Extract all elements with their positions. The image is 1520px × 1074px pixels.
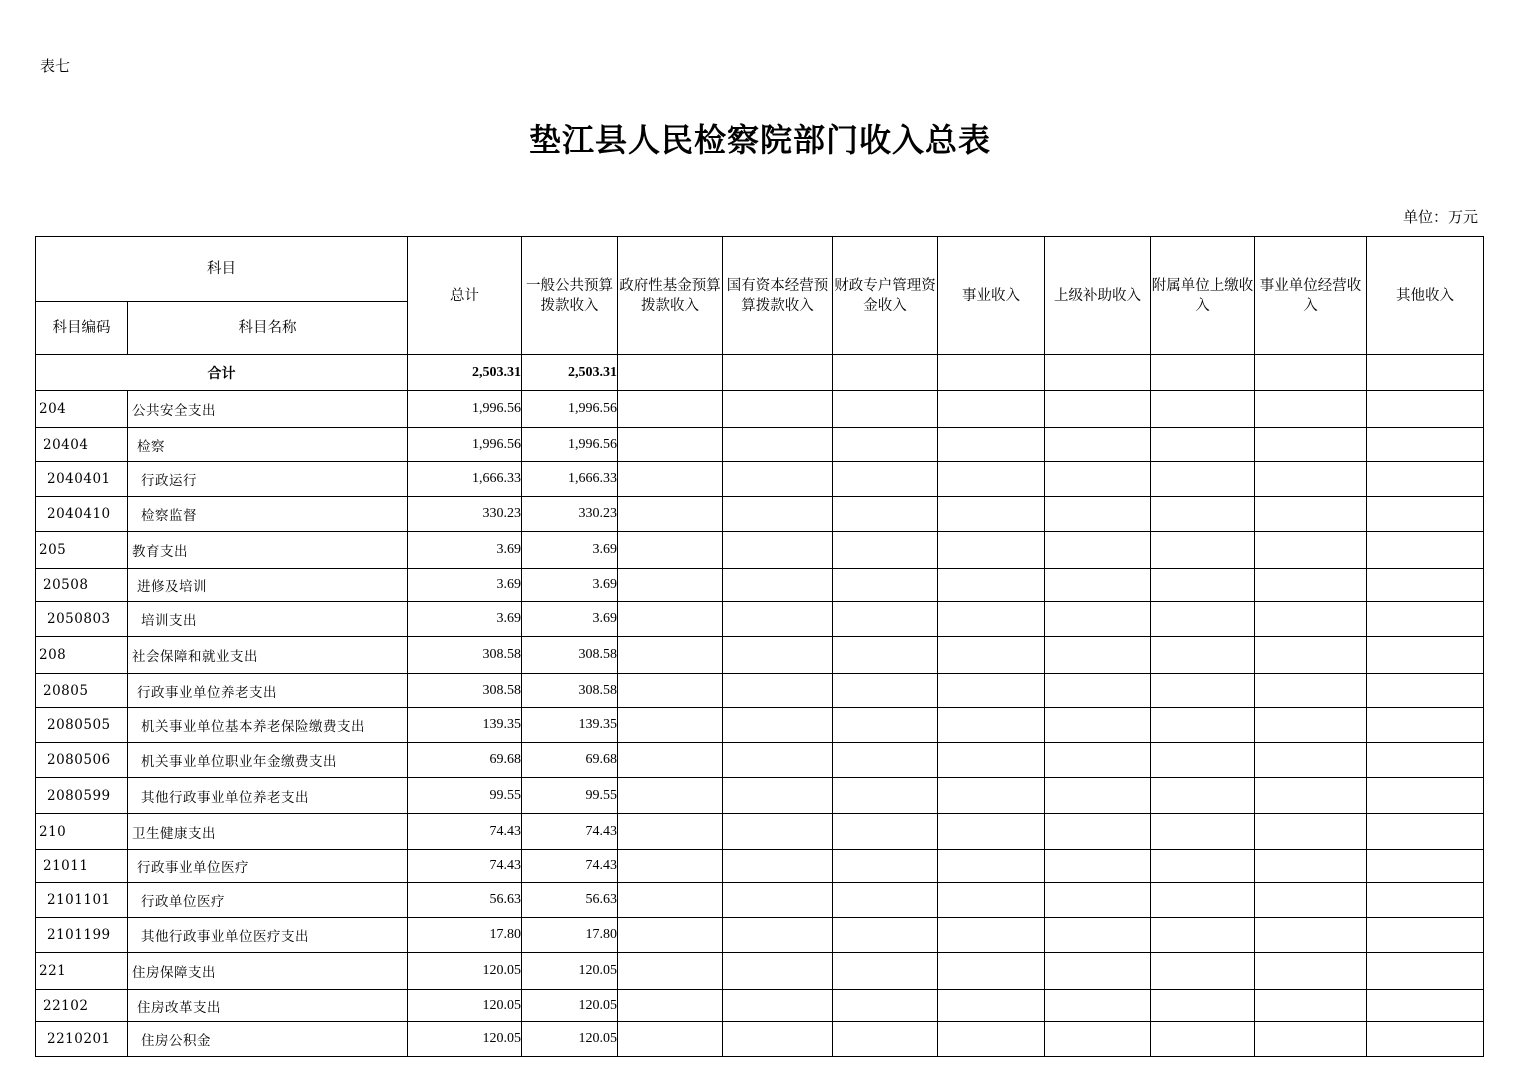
empty-cell — [938, 428, 1045, 462]
empty-cell — [1255, 569, 1367, 602]
subject-code-header: 科目编码 — [36, 302, 128, 355]
empty-cell — [1367, 708, 1484, 743]
empty-cell — [1367, 428, 1484, 462]
column-header: 国有资本经营预算拨款收入 — [723, 237, 833, 355]
empty-cell — [723, 883, 833, 918]
empty-cell — [1367, 1022, 1484, 1057]
empty-cell — [1367, 778, 1484, 814]
subject-name-cell: 行政单位医疗 — [128, 883, 408, 918]
empty-cell — [1255, 778, 1367, 814]
total-amount: 308.58 — [408, 674, 522, 708]
empty-cell — [618, 497, 723, 532]
empty-cell — [1151, 674, 1255, 708]
column-header: 政府性基金预算拨款收入 — [618, 237, 723, 355]
table-row — [36, 990, 1484, 1022]
empty-cell — [938, 953, 1045, 990]
empty-cell — [833, 428, 938, 462]
total-amount: 74.43 — [408, 850, 522, 883]
empty-cell — [1045, 953, 1151, 990]
empty-cell — [938, 569, 1045, 602]
empty-cell — [723, 1022, 833, 1057]
table-row — [36, 428, 1484, 462]
empty-cell — [833, 990, 938, 1022]
empty-cell — [833, 883, 938, 918]
empty-cell — [833, 953, 938, 990]
total-amount: 120.05 — [408, 953, 522, 990]
empty-cell — [1045, 602, 1151, 637]
total-amount: 120.05 — [408, 990, 522, 1022]
subject-code-cell: 2040410 — [36, 497, 128, 532]
empty-cell — [1255, 708, 1367, 743]
empty-cell — [1255, 883, 1367, 918]
subject-code-cell: 208 — [36, 637, 128, 674]
empty-cell — [1367, 497, 1484, 532]
total-amount: 74.43 — [408, 814, 522, 850]
empty-cell — [1367, 391, 1484, 428]
empty-cell — [833, 708, 938, 743]
empty-cell — [833, 532, 938, 569]
empty-cell — [1255, 918, 1367, 953]
general-budget-amount: 308.58 — [522, 637, 618, 674]
empty-cell — [938, 1022, 1045, 1057]
empty-cell — [618, 883, 723, 918]
empty-cell — [1045, 990, 1151, 1022]
empty-cell — [1367, 850, 1484, 883]
empty-cell — [1151, 990, 1255, 1022]
empty-cell — [618, 569, 723, 602]
total-amount: 3.69 — [408, 602, 522, 637]
subject-name-cell: 其他行政事业单位医疗支出 — [128, 918, 408, 953]
subject-name-cell: 住房保障支出 — [128, 953, 408, 990]
total-amount: 2,503.31 — [408, 355, 522, 391]
page-title: 垫江县人民检察院部门收入总表 — [528, 121, 991, 159]
empty-cell — [1367, 674, 1484, 708]
empty-cell — [1045, 428, 1151, 462]
empty-cell — [938, 391, 1045, 428]
empty-cell — [1255, 637, 1367, 674]
empty-cell — [1151, 850, 1255, 883]
unit-label: 单位：万元 — [1402, 208, 1478, 226]
subject-name-cell: 教育支出 — [128, 532, 408, 569]
empty-cell — [1367, 532, 1484, 569]
empty-cell — [1151, 602, 1255, 637]
empty-cell — [618, 532, 723, 569]
table-row — [36, 1022, 1484, 1057]
empty-cell — [1151, 814, 1255, 850]
empty-cell — [723, 743, 833, 778]
empty-cell — [723, 602, 833, 637]
table-row — [36, 497, 1484, 532]
empty-cell — [938, 743, 1045, 778]
general-budget-amount: 69.68 — [522, 743, 618, 778]
empty-cell — [1045, 918, 1151, 953]
subject-header: 科目 — [36, 237, 408, 302]
empty-cell — [723, 814, 833, 850]
total-amount: 1,996.56 — [408, 391, 522, 428]
subject-code-cell: 221 — [36, 953, 128, 990]
total-amount: 17.80 — [408, 918, 522, 953]
empty-cell — [618, 953, 723, 990]
subject-name-cell: 其他行政事业单位养老支出 — [128, 778, 408, 814]
total-amount: 3.69 — [408, 569, 522, 602]
empty-cell — [1367, 462, 1484, 497]
empty-cell — [618, 637, 723, 674]
empty-cell — [723, 953, 833, 990]
empty-cell — [1255, 532, 1367, 569]
general-budget-amount: 3.69 — [522, 532, 618, 569]
empty-cell — [833, 1022, 938, 1057]
general-budget-amount: 308.58 — [522, 674, 618, 708]
table-row — [36, 883, 1484, 918]
empty-cell — [618, 990, 723, 1022]
total-amount: 1,996.56 — [408, 428, 522, 462]
table-row — [36, 602, 1484, 637]
empty-cell — [1367, 883, 1484, 918]
empty-cell — [1045, 497, 1151, 532]
column-header: 上级补助收入 — [1045, 237, 1151, 355]
empty-cell — [1045, 674, 1151, 708]
empty-cell — [1255, 497, 1367, 532]
subject-code-cell: 204 — [36, 391, 128, 428]
empty-cell — [1255, 850, 1367, 883]
general-budget-amount: 3.69 — [522, 569, 618, 602]
empty-cell — [618, 428, 723, 462]
empty-cell — [1367, 990, 1484, 1022]
empty-cell — [723, 778, 833, 814]
subject-name-cell: 机关事业单位基本养老保险缴费支出 — [128, 708, 408, 743]
empty-cell — [1255, 391, 1367, 428]
total-amount: 308.58 — [408, 637, 522, 674]
empty-cell — [723, 708, 833, 743]
empty-cell — [618, 708, 723, 743]
empty-cell — [618, 743, 723, 778]
empty-cell — [938, 990, 1045, 1022]
empty-cell — [723, 428, 833, 462]
empty-cell — [1151, 532, 1255, 569]
empty-cell — [1045, 850, 1151, 883]
table-row — [36, 708, 1484, 743]
table-row — [36, 918, 1484, 953]
empty-cell — [938, 850, 1045, 883]
subject-name-cell: 行政事业单位养老支出 — [128, 674, 408, 708]
subject-code-cell: 2080599 — [36, 778, 128, 814]
empty-cell — [833, 674, 938, 708]
empty-cell — [1367, 602, 1484, 637]
empty-cell — [833, 497, 938, 532]
empty-cell — [618, 674, 723, 708]
general-budget-amount: 99.55 — [522, 778, 618, 814]
subject-name-header: 科目名称 — [128, 302, 408, 355]
empty-cell — [833, 462, 938, 497]
subject-code-cell: 20805 — [36, 674, 128, 708]
empty-cell — [1367, 743, 1484, 778]
empty-cell — [938, 532, 1045, 569]
empty-cell — [833, 637, 938, 674]
table-row — [36, 391, 1484, 428]
empty-cell — [723, 850, 833, 883]
empty-cell — [618, 462, 723, 497]
empty-cell — [1367, 637, 1484, 674]
empty-cell — [938, 637, 1045, 674]
empty-cell — [1151, 637, 1255, 674]
table-row — [36, 569, 1484, 602]
empty-cell — [1045, 883, 1151, 918]
empty-cell — [833, 602, 938, 637]
empty-cell — [1045, 1022, 1151, 1057]
empty-cell — [938, 883, 1045, 918]
general-budget-amount: 1,996.56 — [522, 391, 618, 428]
empty-cell — [1045, 814, 1151, 850]
empty-cell — [618, 391, 723, 428]
empty-cell — [618, 814, 723, 850]
empty-cell — [1255, 814, 1367, 850]
empty-cell — [1045, 708, 1151, 743]
empty-cell — [1367, 953, 1484, 990]
total-amount: 3.69 — [408, 532, 522, 569]
empty-cell — [1151, 569, 1255, 602]
empty-cell — [833, 918, 938, 953]
subject-name-cell: 行政事业单位医疗 — [128, 850, 408, 883]
empty-cell — [723, 674, 833, 708]
total-amount: 56.63 — [408, 883, 522, 918]
column-header: 附属单位上缴收入 — [1151, 237, 1255, 355]
empty-cell — [618, 850, 723, 883]
column-header: 事业单位经营收入 — [1255, 237, 1367, 355]
empty-cell — [1151, 462, 1255, 497]
empty-cell — [1367, 814, 1484, 850]
empty-cell — [938, 708, 1045, 743]
empty-cell — [938, 918, 1045, 953]
income-summary-table — [35, 236, 1484, 1057]
empty-cell — [1367, 918, 1484, 953]
total-label: 合计 — [36, 355, 408, 391]
empty-cell — [618, 602, 723, 637]
empty-cell — [618, 778, 723, 814]
empty-cell — [1255, 743, 1367, 778]
subject-code-cell: 2040401 — [36, 462, 128, 497]
total-amount: 139.35 — [408, 708, 522, 743]
empty-cell — [1151, 497, 1255, 532]
empty-cell — [1151, 708, 1255, 743]
subject-name-cell: 机关事业单位职业年金缴费支出 — [128, 743, 408, 778]
subject-code-cell: 20404 — [36, 428, 128, 462]
general-budget-amount: 120.05 — [522, 990, 618, 1022]
empty-cell — [833, 391, 938, 428]
subject-code-cell: 2101199 — [36, 918, 128, 953]
subject-name-cell: 社会保障和就业支出 — [128, 637, 408, 674]
subject-name-cell: 培训支出 — [128, 602, 408, 637]
subject-code-cell: 21011 — [36, 850, 128, 883]
empty-cell — [1151, 883, 1255, 918]
empty-cell — [1255, 428, 1367, 462]
subject-name-cell: 进修及培训 — [128, 569, 408, 602]
subject-code-cell: 2101101 — [36, 883, 128, 918]
empty-cell — [1151, 918, 1255, 953]
empty-cell — [1045, 778, 1151, 814]
header-row — [36, 237, 1484, 302]
subject-code-cell: 2080505 — [36, 708, 128, 743]
general-budget-amount: 2,503.31 — [522, 355, 618, 391]
empty-cell — [723, 532, 833, 569]
general-budget-amount: 1,996.56 — [522, 428, 618, 462]
empty-cell — [938, 814, 1045, 850]
empty-cell — [938, 462, 1045, 497]
subject-name-cell: 卫生健康支出 — [128, 814, 408, 850]
column-header: 一般公共预算拨款收入 — [522, 237, 618, 355]
empty-cell — [1255, 602, 1367, 637]
empty-cell — [723, 391, 833, 428]
empty-cell — [723, 569, 833, 602]
table-row — [36, 532, 1484, 569]
subject-name-cell: 检察监督 — [128, 497, 408, 532]
empty-cell — [1255, 674, 1367, 708]
general-budget-amount: 120.05 — [522, 953, 618, 990]
empty-cell — [1045, 637, 1151, 674]
total-amount: 120.05 — [408, 1022, 522, 1057]
empty-cell — [938, 674, 1045, 708]
empty-cell — [1151, 1022, 1255, 1057]
table-row — [36, 814, 1484, 850]
general-budget-amount: 56.63 — [522, 883, 618, 918]
total-amount: 1,666.33 — [408, 462, 522, 497]
general-budget-amount: 1,666.33 — [522, 462, 618, 497]
empty-cell — [1255, 953, 1367, 990]
empty-cell — [833, 778, 938, 814]
empty-cell — [1045, 743, 1151, 778]
subject-code-cell: 2080506 — [36, 743, 128, 778]
subject-name-cell: 检察 — [128, 428, 408, 462]
table-row — [36, 743, 1484, 778]
general-budget-amount: 330.23 — [522, 497, 618, 532]
subject-code-cell: 2210201 — [36, 1022, 128, 1057]
general-budget-amount: 139.35 — [522, 708, 618, 743]
empty-cell — [723, 497, 833, 532]
empty-cell — [1045, 462, 1151, 497]
table-row — [36, 778, 1484, 814]
subject-code-cell: 2050803 — [36, 602, 128, 637]
empty-cell — [833, 743, 938, 778]
column-header: 财政专户管理资金收入 — [833, 237, 938, 355]
empty-cell — [1255, 1022, 1367, 1057]
column-header: 其他收入 — [1367, 237, 1484, 355]
total-amount: 99.55 — [408, 778, 522, 814]
general-budget-amount: 3.69 — [522, 602, 618, 637]
empty-cell — [723, 918, 833, 953]
general-budget-amount: 120.05 — [522, 1022, 618, 1057]
empty-cell — [723, 637, 833, 674]
empty-cell — [1151, 953, 1255, 990]
empty-cell — [618, 918, 723, 953]
empty-cell — [1367, 569, 1484, 602]
empty-cell — [1255, 990, 1367, 1022]
empty-cell — [1151, 778, 1255, 814]
empty-cell — [723, 990, 833, 1022]
empty-cell — [938, 778, 1045, 814]
subject-name-cell: 行政运行 — [128, 462, 408, 497]
empty-cell — [833, 569, 938, 602]
table-row — [36, 850, 1484, 883]
total-amount: 330.23 — [408, 497, 522, 532]
subject-code-cell: 205 — [36, 532, 128, 569]
column-header: 事业收入 — [938, 237, 1045, 355]
empty-cell — [833, 850, 938, 883]
general-budget-amount: 17.80 — [522, 918, 618, 953]
empty-cell — [1151, 391, 1255, 428]
empty-cell — [723, 462, 833, 497]
subject-name-cell: 住房公积金 — [128, 1022, 408, 1057]
empty-cell — [938, 497, 1045, 532]
empty-cell — [618, 1022, 723, 1057]
empty-cell — [1045, 569, 1151, 602]
empty-cell — [1045, 532, 1151, 569]
subject-name-cell: 公共安全支出 — [128, 391, 408, 428]
subject-code-cell: 210 — [36, 814, 128, 850]
table-row — [36, 674, 1484, 708]
table-row — [36, 462, 1484, 497]
subject-code-cell: 22102 — [36, 990, 128, 1022]
empty-cell — [938, 602, 1045, 637]
table-row — [36, 953, 1484, 990]
general-budget-amount: 74.43 — [522, 814, 618, 850]
empty-cell — [833, 814, 938, 850]
empty-cell — [1151, 743, 1255, 778]
column-header: 总计 — [408, 237, 522, 355]
total-row — [36, 355, 1484, 391]
table-number-label: 表七 — [40, 57, 71, 75]
total-amount: 69.68 — [408, 743, 522, 778]
subject-code-cell: 20508 — [36, 569, 128, 602]
empty-cell — [1255, 462, 1367, 497]
empty-cell — [1151, 428, 1255, 462]
table-row — [36, 637, 1484, 674]
empty-cell — [1045, 391, 1151, 428]
subject-name-cell: 住房改革支出 — [128, 990, 408, 1022]
general-budget-amount: 74.43 — [522, 850, 618, 883]
